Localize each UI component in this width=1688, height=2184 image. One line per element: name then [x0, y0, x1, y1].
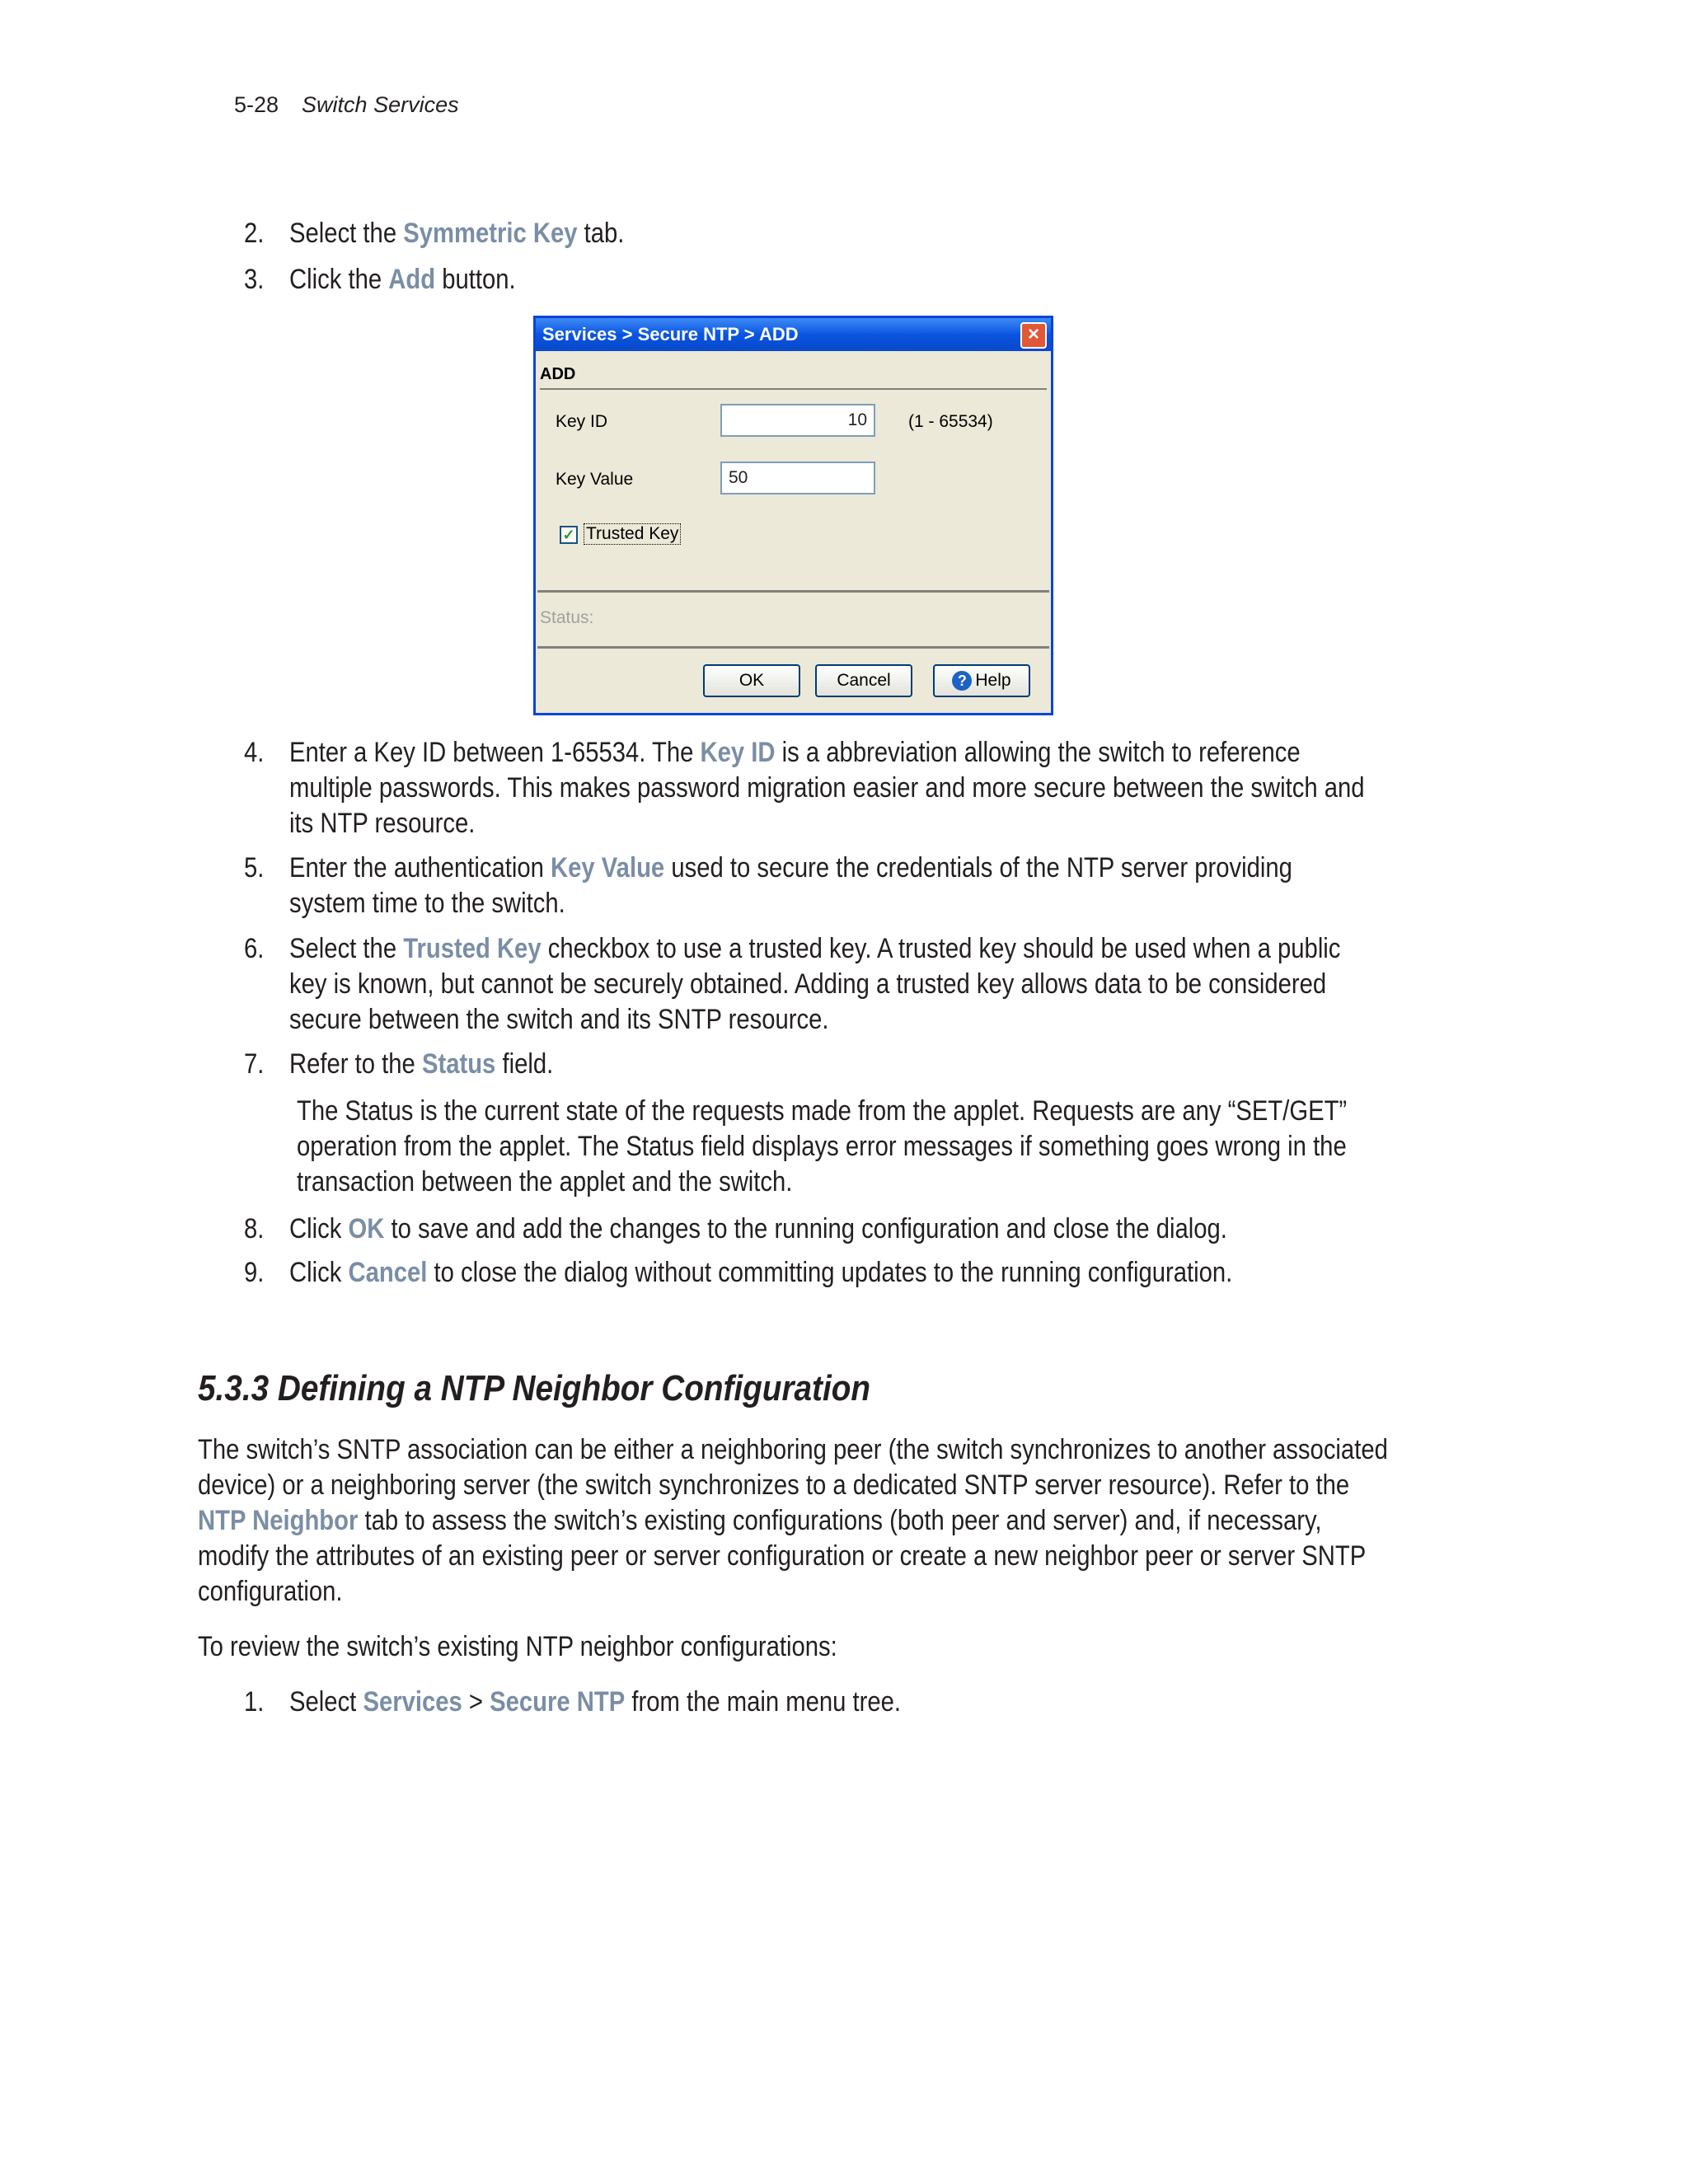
- key-id-label: Key ID: [556, 412, 608, 431]
- keyword: Key ID: [700, 737, 776, 768]
- key-id-input[interactable]: 10: [720, 404, 875, 437]
- keyword: Status: [421, 1048, 496, 1080]
- step-number: 9.: [244, 1257, 265, 1288]
- status-separator-top: [537, 590, 1049, 593]
- step-text: Click OK to save and add the changes to the running configuration and close the dialog.: [289, 1213, 1227, 1244]
- status-separator-bottom: [537, 646, 1049, 649]
- section-heading: 5.3.3 Defining a NTP Neighbor Configuration: [198, 1368, 871, 1408]
- status-note: The Status is the current state of the requests made from the applet. Requests are any “SET/GET” operation from the applet. The Status field displays error messages if something goes wrong in the transaction between the applet and the switch.: [297, 1095, 1348, 1197]
- close-icon[interactable]: ×: [1020, 322, 1047, 349]
- dialog-title: Services > Secure NTP > ADD: [542, 324, 799, 344]
- dialog-titlebar: [536, 318, 1051, 351]
- trusted-key-checkbox[interactable]: ✓: [560, 526, 578, 544]
- keyword: OK: [348, 1213, 385, 1244]
- help-label: Help: [975, 671, 1011, 690]
- step-text: Select the Trusted Key checkbox to use a trusted key. A trusted key should be used when a public key is known, but cannot be securely obtained. Adding a trusted key allows data to be considered secure between the switch and its SNTP resource.: [289, 933, 1341, 1035]
- review-intro: To review the switch’s existing NTP neighbor configurations:: [198, 1631, 837, 1662]
- keyword: NTP Neighbor: [198, 1505, 359, 1536]
- trusted-key-label[interactable]: Trusted Key: [584, 523, 681, 545]
- keyword: Cancel: [348, 1257, 428, 1288]
- keyword: Add: [388, 264, 436, 295]
- step-text: Click Cancel to close the dialog without committing updates to the running configuration.: [289, 1257, 1233, 1288]
- step-text: Enter a Key ID between 1-65534. The Key ID is a abbreviation allowing the switch to reference multiple passwords. This makes password migration easier and more secure between the switch and its NTP resource.: [289, 737, 1365, 839]
- add-key-dialog: [533, 316, 1053, 715]
- status-label: Status:: [540, 608, 594, 627]
- step-text: Click the Add button.: [289, 264, 516, 295]
- step-number: 4.: [244, 737, 265, 768]
- step-text: Select Services > Secure NTP from the main menu tree.: [289, 1686, 902, 1718]
- cancel-button[interactable]: Cancel: [815, 664, 912, 697]
- step-text: Enter the authentication Key Value used to secure the credentials of the NTP server providing system time to the switch.: [289, 852, 1292, 919]
- step-number: 5.: [244, 852, 265, 883]
- keyword: Secure NTP: [490, 1686, 626, 1718]
- step-text: Select the Symmetric Key tab.: [289, 218, 625, 249]
- group-label: ADD: [540, 365, 576, 383]
- keyword: Symmetric Key: [403, 218, 578, 249]
- ok-button[interactable]: OK: [703, 664, 800, 697]
- help-button[interactable]: [933, 664, 1030, 697]
- keyword: Trusted Key: [403, 933, 542, 964]
- key-id-range: (1 - 65534): [908, 412, 993, 431]
- keyword: Services: [363, 1686, 462, 1718]
- page-header: [234, 92, 459, 118]
- step-number: 8.: [244, 1213, 265, 1244]
- step-number: 7.: [244, 1048, 265, 1080]
- section-paragraph: The switch’s SNTP association can be either a neighboring peer (the switch synchronizes to another associated device) or a neighboring server (the switch synchronizes to a dedicated SNTP server resource). Refer to the NTP Neighbor tab to assess the switch’s existing configurations (both peer and server) and, if necessary, modify the attributes of an existing peer or server configuration or create a new neighbor peer or server SNTP configuration.: [198, 1434, 1388, 1607]
- step-number: 1.: [244, 1686, 265, 1718]
- group-divider: [540, 388, 1047, 390]
- help-icon: ?: [952, 671, 972, 691]
- key-value-label: Key Value: [556, 470, 634, 489]
- keyword: Key Value: [551, 852, 665, 883]
- step-text: Refer to the Status field.: [289, 1048, 554, 1080]
- key-value-input[interactable]: 50: [720, 462, 875, 494]
- step-number: 2.: [244, 218, 265, 249]
- page-number: 5-28: [234, 92, 279, 117]
- step-number: 3.: [244, 264, 265, 295]
- chapter-title: Switch Services: [302, 92, 459, 117]
- step-number: 6.: [244, 933, 265, 964]
